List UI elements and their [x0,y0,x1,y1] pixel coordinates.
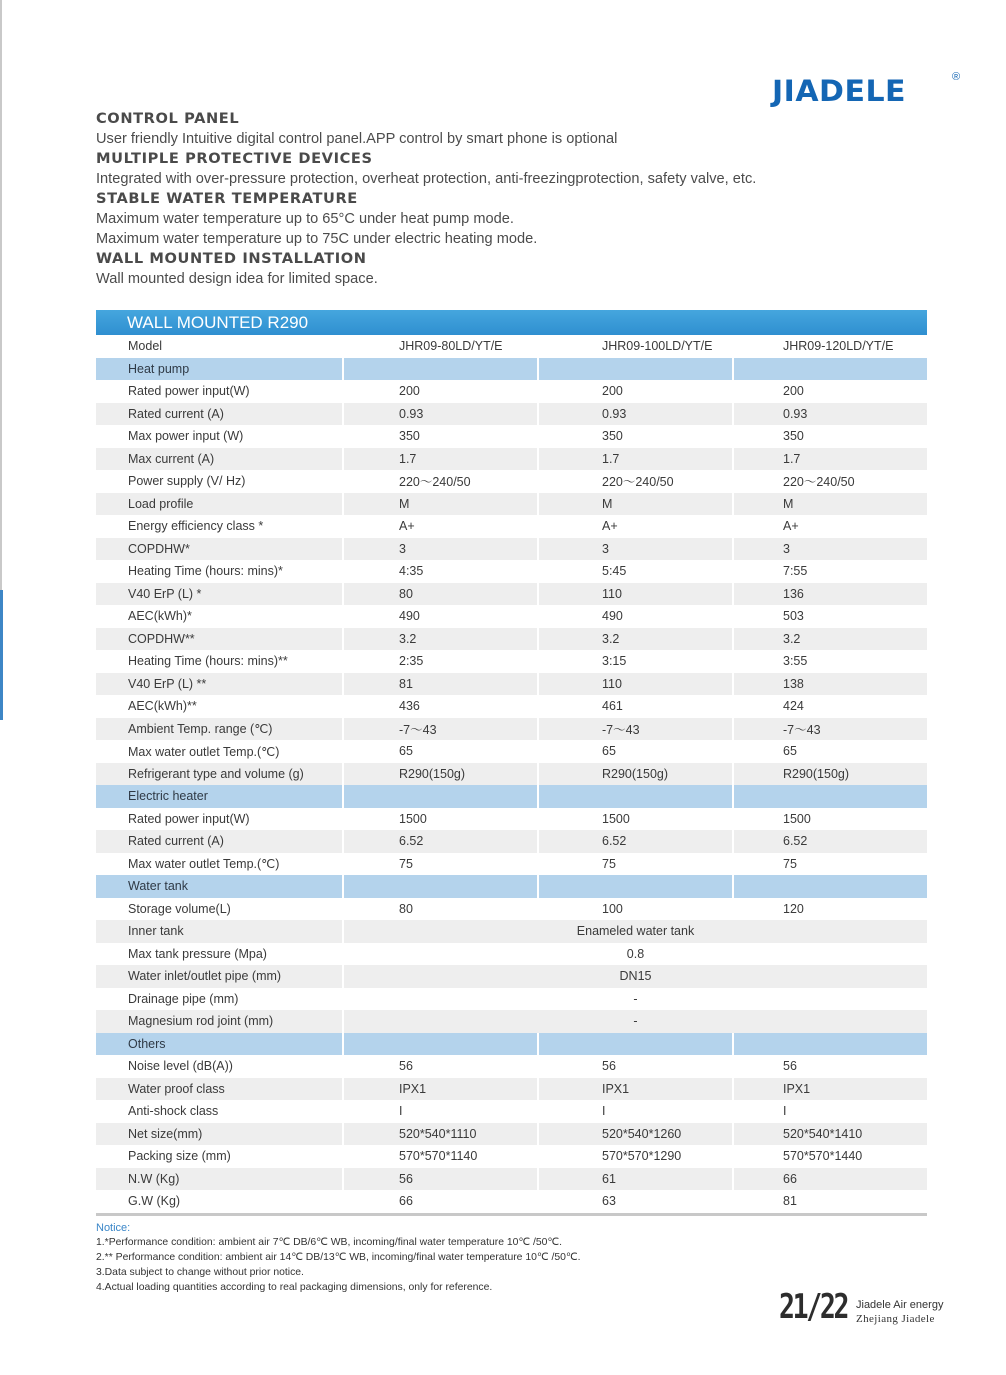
value-cell: 570*570*1440 [732,1145,927,1168]
value-cell: 110 [537,673,732,696]
table-row [96,1078,927,1101]
table-row [96,718,927,741]
value-cell: 5:45 [537,560,732,583]
table-row [96,583,927,606]
feature-description: User friendly Intuitive digital control panel.APP control by smart phone is optional [96,131,618,147]
value-cell: M [537,493,732,516]
value-cell: 1.7 [537,448,732,471]
value-cell: 120 [732,898,927,921]
value-cell: 66 [732,1168,927,1191]
value-cell: 424 [732,695,927,718]
value-cell: 75 [537,853,732,876]
value-cell: -7～43 [342,718,537,741]
value-cell: 200 [342,380,537,403]
value-cell: I [732,1100,927,1123]
company-name-en: Jiadele Air energy [856,1299,944,1311]
value-cell: 570*570*1290 [537,1145,732,1168]
section-empty-cell [342,358,537,381]
value-cell: 220～240/50 [537,470,732,493]
merged-value-cell: 0.8 [342,943,927,966]
value-cell: 570*570*1140 [342,1145,537,1168]
row-label: G.W (Kg) [96,1190,342,1213]
table-row [96,1055,927,1078]
table-section-row [96,785,927,808]
table-row [96,628,927,651]
table-section-row [96,1033,927,1056]
feature-title: WALL MOUNTED INSTALLATION [96,250,367,267]
table-row [96,1123,927,1146]
value-cell: 520*540*1110 [342,1123,537,1146]
notice-line: 2.** Performance condition: ambient air 14℃ DB/13℃ WB, incoming/final water temperature 10℃ /50℃. [96,1252,581,1263]
value-cell: 3 [537,538,732,561]
section-empty-cell [732,785,927,808]
value-cell: M [342,493,537,516]
row-label: Model [96,335,342,358]
row-label: Inner tank [96,920,342,943]
table-row [96,448,927,471]
section-label: Others [96,1033,342,1056]
value-cell: 6.52 [537,830,732,853]
value-cell: 56 [732,1055,927,1078]
table-row [96,965,927,988]
row-label: Energy efficiency class * [96,515,342,538]
value-cell: 520*540*1410 [732,1123,927,1146]
value-cell: 1500 [537,808,732,831]
value-cell: 6.52 [342,830,537,853]
row-label: Rated current (A) [96,830,342,853]
row-label: COPDHW* [96,538,342,561]
merged-value-cell: - [342,988,927,1011]
section-empty-cell [537,785,732,808]
row-label: Drainage pipe (mm) [96,988,342,1011]
value-cell: 65 [537,740,732,763]
table-row [96,560,927,583]
table-row [96,1010,927,1033]
value-cell: A+ [732,515,927,538]
value-cell: 3.2 [537,628,732,651]
row-label: N.W (Kg) [96,1168,342,1191]
table-row [96,1168,927,1191]
section-label: Water tank [96,875,342,898]
feature-list [96,109,936,289]
value-cell: 0.93 [537,403,732,426]
row-label: Ambient Temp. range (℃) [96,718,342,741]
row-label: Load profile [96,493,342,516]
value-cell: I [537,1100,732,1123]
value-cell: 110 [537,583,732,606]
value-cell: A+ [342,515,537,538]
feature-description: Integrated with over-pressure protection, overheat protection, anti-freezingprotection, safety valve, etc. [96,171,757,187]
row-label: Net size(mm) [96,1123,342,1146]
value-cell: 0.93 [342,403,537,426]
value-cell: 350 [537,425,732,448]
value-cell: 503 [732,605,927,628]
row-label: Max power input (W) [96,425,342,448]
table-row [96,425,927,448]
row-label: Water proof class [96,1078,342,1101]
value-cell: 200 [732,380,927,403]
row-label: Water inlet/outlet pipe (mm) [96,965,342,988]
brand-logo [772,71,961,114]
company-name-secondary: Zhejiang Jiadele [856,1313,935,1325]
table-row [96,808,927,831]
value-cell: 65 [342,740,537,763]
value-cell: 81 [342,673,537,696]
feature-title: STABLE WATER TEMPERATURE [96,190,358,207]
value-cell: 63 [537,1190,732,1213]
table-row [96,898,927,921]
value-cell: 350 [732,425,927,448]
value-cell: 3:15 [537,650,732,673]
row-label: Max water outlet Temp.(℃) [96,740,342,763]
table-row [96,515,927,538]
value-cell: 220～240/50 [732,470,927,493]
value-cell: 75 [732,853,927,876]
page-number: 21/22 [779,1287,848,1327]
spec-table [96,310,927,1216]
section-label: Electric heater [96,785,342,808]
value-cell: 1500 [732,808,927,831]
table-row [96,943,927,966]
row-label: Magnesium rod joint (mm) [96,1010,342,1033]
table-row [96,1145,927,1168]
row-label: Heating Time (hours: mins)* [96,560,342,583]
value-cell: JHR09-100LD/YT/E [537,335,732,358]
section-empty-cell [732,875,927,898]
value-cell: 56 [342,1168,537,1191]
value-cell: 81 [732,1190,927,1213]
page-edge-accent [0,590,3,720]
row-label: COPDHW** [96,628,342,651]
value-cell: 2:35 [342,650,537,673]
feature-description: Wall mounted design idea for limited space. [96,271,378,287]
value-cell: 56 [342,1055,537,1078]
table-row [96,763,927,786]
row-label: Rated power input(W) [96,380,342,403]
table-row [96,673,927,696]
table-section-row [96,358,927,381]
value-cell: 56 [537,1055,732,1078]
section-empty-cell [537,358,732,381]
row-label: Power supply (V/ Hz) [96,470,342,493]
value-cell: IPX1 [342,1078,537,1101]
value-cell: R290(150g) [732,763,927,786]
table-row [96,538,927,561]
row-label: Storage volume(L) [96,898,342,921]
table-row [96,605,927,628]
spec-table-title: WALL MOUNTED R290 [96,310,927,335]
value-cell: 100 [537,898,732,921]
table-row [96,695,927,718]
value-cell: R290(150g) [342,763,537,786]
row-label: Heating Time (hours: mins)** [96,650,342,673]
row-label: Max water outlet Temp.(℃) [96,853,342,876]
value-cell: -7～43 [732,718,927,741]
value-cell: 7:55 [732,560,927,583]
row-label: V40 ErP (L) ** [96,673,342,696]
value-cell: IPX1 [732,1078,927,1101]
table-section-row [96,875,927,898]
value-cell: 3 [342,538,537,561]
value-cell: 80 [342,583,537,606]
table-bottom-rule [96,1213,927,1216]
notice-line: 4.Actual loading quantities according to real packaging dimensions, only for reference. [96,1282,493,1293]
row-label: Refrigerant type and volume (g) [96,763,342,786]
row-label: AEC(kWh)* [96,605,342,628]
table-row [96,1100,927,1123]
value-cell: 136 [732,583,927,606]
value-cell: 350 [342,425,537,448]
table-row [96,830,927,853]
value-cell: 220～240/50 [342,470,537,493]
value-cell: 1500 [342,808,537,831]
notice-title: Notice: [96,1222,131,1234]
table-row [96,380,927,403]
row-label: Anti-shock class [96,1100,342,1123]
value-cell: 1.7 [342,448,537,471]
value-cell: 436 [342,695,537,718]
company-info [856,1298,943,1326]
table-row [96,493,927,516]
merged-value-cell: - [342,1010,927,1033]
registered-mark: ® [952,71,961,83]
value-cell: 1.7 [732,448,927,471]
feature-description: Maximum water temperature up to 65°C under heat pump mode. [96,211,514,227]
feature-description: Maximum water temperature up to 75C under electric heating mode. [96,231,538,247]
row-label: Rated current (A) [96,403,342,426]
row-label: Max tank pressure (Mpa) [96,943,342,966]
table-row [96,740,927,763]
feature-title: MULTIPLE PROTECTIVE DEVICES [96,150,373,167]
value-cell: 200 [537,380,732,403]
value-cell: 75 [342,853,537,876]
table-row [96,470,927,493]
feature-title: CONTROL PANEL [96,110,240,127]
value-cell: R290(150g) [537,763,732,786]
value-cell: 3 [732,538,927,561]
value-cell: 520*540*1260 [537,1123,732,1146]
table-row [96,335,927,358]
value-cell: 138 [732,673,927,696]
row-label: AEC(kWh)** [96,695,342,718]
value-cell: JHR09-80LD/YT/E [342,335,537,358]
section-empty-cell [342,785,537,808]
value-cell: I [342,1100,537,1123]
table-row [96,403,927,426]
merged-value-cell: DN15 [342,965,927,988]
notice-line: 1.*Performance condition: ambient air 7℃ DB/6℃ WB, incoming/final water temperature 10℃ /50℃. [96,1237,562,1248]
section-empty-cell [342,875,537,898]
notice-line: 3.Data subject to change without prior notice. [96,1267,304,1278]
section-label: Heat pump [96,358,342,381]
value-cell: 0.93 [732,403,927,426]
value-cell: 80 [342,898,537,921]
table-row [96,988,927,1011]
section-empty-cell [537,1033,732,1056]
table-row [96,650,927,673]
row-label: Max current (A) [96,448,342,471]
row-label: V40 ErP (L) * [96,583,342,606]
section-empty-cell [732,358,927,381]
row-label: Rated power input(W) [96,808,342,831]
section-empty-cell [732,1033,927,1056]
value-cell: 61 [537,1168,732,1191]
value-cell: 6.52 [732,830,927,853]
value-cell: JHR09-120LD/YT/E [732,335,927,358]
value-cell: A+ [537,515,732,538]
table-row [96,1190,927,1213]
value-cell: 3:55 [732,650,927,673]
notice-block [96,1221,796,1295]
logo-text: JIADELE [772,74,907,109]
value-cell: 66 [342,1190,537,1213]
row-label: Noise level (dB(A)) [96,1055,342,1078]
value-cell: IPX1 [537,1078,732,1101]
merged-value-cell: Enameled water tank [342,920,927,943]
table-row [96,853,927,876]
value-cell: M [732,493,927,516]
value-cell: 4:35 [342,560,537,583]
row-label: Packing size (mm) [96,1145,342,1168]
value-cell: 3.2 [732,628,927,651]
table-row [96,920,927,943]
value-cell: -7～43 [537,718,732,741]
value-cell: 490 [537,605,732,628]
value-cell: 3.2 [342,628,537,651]
value-cell: 490 [342,605,537,628]
value-cell: 65 [732,740,927,763]
value-cell: 461 [537,695,732,718]
section-empty-cell [537,875,732,898]
section-empty-cell [342,1033,537,1056]
